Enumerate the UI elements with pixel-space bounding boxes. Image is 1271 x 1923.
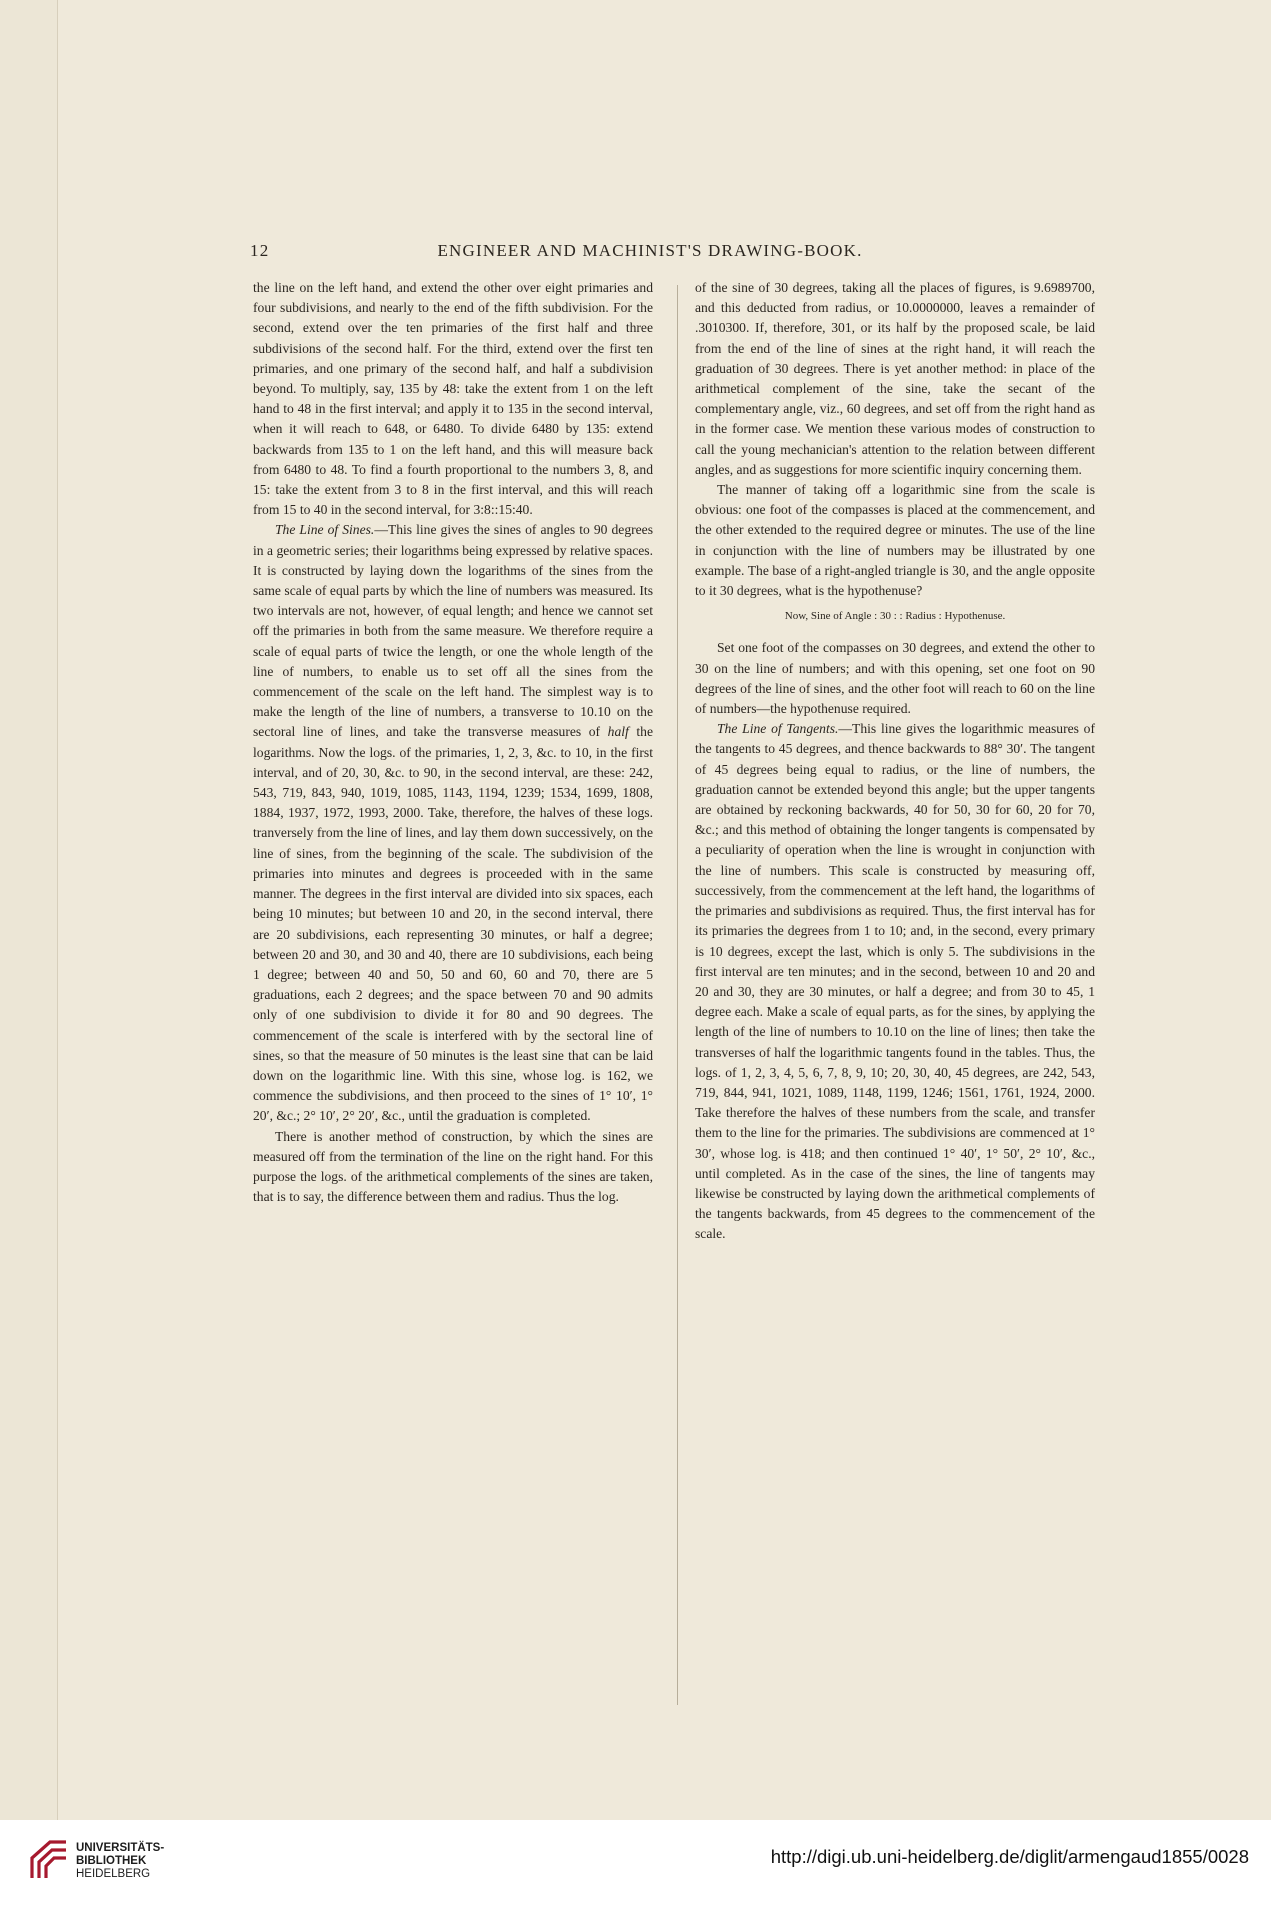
paragraph-text: —This line gives the logarithmic measures of the tangents to 45 degrees, and thence backwards to 88° 30′. The tangent of 45 degrees being equal to radius, or the line of numbers, the graduation cannot be extended beyond this angle; but the upper tangents are obtained by reckoning backwards, 40 for 50, 30 for 60, 20 for 70, &c.; and this method of obtaining the longer tangents is compensated by a peculiarity of operation when the line is wrought in conjunction with the line of numbers. This scale is constructed by measuring off, successively, from the commencement at the left hand, the logarithms of the primaries and subdivisions as required. Thus, the first interval has for its primaries the degrees from 1 to 10; and, in the second, every primary is 10 degrees, except the last, which is only 5. The subdivisions in the first interval are ten minutes; and in the second, between 10 and 20 and 20 and 30, they are 30 minutes, or half a degree; and from 30 to 45, 1 degree each. Make a scale of equal parts, as for the sines, by applying the length of the line of numbers to 10.10 on the line of lines; then take the transverses of half the logarithmic tangents found in the tables. Thus, the logs. of 1, 2, 3, 4, 5, 6, 7, 8, 9, 10; 20, 30, 40, 45 degrees, are 242, 543, 719, 844, 941, 1021, 1089, 1148, 1199, 1246; 1561, 1761, 1924, 2000. Take therefore the halves of these numbers from the scale, and transfer them to the line for the primaries. The subdivisions are commenced at 1° 30′, whose log. is 418; and then continued 1° 40′, 1° 50′, 2° 10′, &c., until completed. As in the case of the sines, the line of tangents may likewise be constructed by laying down the arithmetical complements of the tangents backwards, from 45 degrees to the commencement of the scale. xyxy=(695,721,1096,1242)
emphasis: half xyxy=(607,724,629,740)
column-divider xyxy=(677,285,678,1705)
running-title: ENGINEER AND MACHINIST'S DRAWING-BOOK. xyxy=(437,241,863,260)
paragraph: of the sine of 30 degrees, taking all the places of figures, is 9.6989700, and this deducted from radius, or 10.0000000, leaves a remainder of .3010300. If, therefore, 301, or its half by the proposed scale, be laid from the end of the line of sines at the right hand, it will reach the graduation of 30 degrees. There is yet another method: in place of the arithmetical complement of the sine, take the secant of the complementary angle, viz., 60 degrees, and set off from the right hand as in the former case. We mention these various modes of construction to call the young mechanician's attention to the relation between different angles, and as suggestions for more scientific inquiry concerning them. xyxy=(695,280,1095,477)
paragraph: There is another method of construction, by which the sines are measured off from the termination of the line on the right hand. For this purpose the logs. of the arithmetical complements of the sines are taken, that is to say, the difference between them and radius. Thus the log. xyxy=(253,1128,653,1205)
section-title: The Line of Tangents. xyxy=(717,721,839,737)
library-name xyxy=(76,1842,164,1881)
section-title: The Line of Sines. xyxy=(275,522,375,538)
page-number: 12 xyxy=(250,241,270,260)
left-column xyxy=(253,278,653,1207)
library-line: BIBLIOTHEK xyxy=(76,1855,147,1867)
paragraph: The manner of taking off a logarithmic sine from the scale is obvious: one foot of the compasses is placed at the commencement, and the other extended to the required degree or minutes. The use of the line in conjunction with the line of numbers may be illustrated by one example. The base of a right-angled triangle is 30, and the angle opposite to it 30 degrees, what is the hypothenuse? xyxy=(695,482,1095,599)
paragraph: Set one foot of the compasses on 30 degrees, and extend the other to 30 on the line of numbers; and with this opening, set one foot on 90 degrees of the line of sines, and the other foot will reach to 60 on the line of numbers—the hypothenuse required. xyxy=(695,640,1095,717)
library-line: UNIVERSITÄTS- xyxy=(76,1842,165,1854)
paragraph: the line on the left hand, and extend the other over eight primaries and four subdivisions, and nearly to the end of the fifth subdivision. For the second, extend over the ten primaries of the first half and three subdivisions of the second half. For the third, extend over the first ten primaries, and one primary of the second half, and half a subdivision beyond. To multiply, say, 135 by 48: take the extent from 1 on the left hand to 48 in the first interval; and apply it to 135 in the second interval, when it will reach to 648, or 6480. To divide 6480 by 135: extend backwards from 135 to 1 on the left hand, and this will measure back from 6480 to 48. To find a fourth proportional to the numbers 3, 8, and 15: take the extent from 3 to 8 in the first interval, and this will reach from 15 to 40 in the second interval, for 3:8::15:40. xyxy=(253,280,653,518)
paragraph-text: the logarithms. Now the logs. of the primaries, 1, 2, 3, &c. to 10, in the first interval, and of 20, 30, &c. to 90, in the second interval, are these: 242, 543, 719, 843, 940, 1019, 1085, 1143, 1194, 1239; 1534, 1699, 1808, 1884, 1937, 1972, 1993, 2000. Take, therefore, the halves of these logs. tranversely from the line of lines, and lay them down successively, on the line of sines, from the beginning of the scale. The subdivision of the primaries into minutes and degrees is proceeded with in the same manner. The degrees in the first interval are divided into six spaces, each being 10 minutes; but between 10 and 20, in the second interval, there are 20 subdivisions, each representing 30 minutes, or half a degree; between 20 and 30, and 30 and 40, there are 10 subdivisions, each being 1 degree; between 40 and 50, 50 and 60, 60 and 70, there are 5 graduations, each 2 degrees; and the space between 70 and 90 admits only of one subdivision to divide it for 80 and 90 degrees. The commencement of the scale is interfered with by the sectoral line of sines, so that the measure of 50 minutes is the least sine that can be laid down on the logarithmic line. With this sine, whose log. is 162, we commence the subdivisions, and then proceed to the sines of 1° 10′, 1° 20′, &c.; 2° 10′, 2° 20′, &c., until the graduation is completed. xyxy=(253,724,653,1124)
library-line: HEIDELBERG xyxy=(76,1868,151,1880)
paragraph xyxy=(695,719,1095,1244)
paragraph xyxy=(253,520,653,1126)
footer-bar xyxy=(0,1820,1271,1923)
source-url-link[interactable]: http://digi.ub.uni-heidelberg.de/diglit/armengaud1855/0028 xyxy=(770,1846,1249,1867)
right-column xyxy=(695,278,1095,1245)
page-header xyxy=(250,241,1050,265)
paragraph-text: —This line gives the sines of angles to 90 degrees in a geometric series; their logarithms being expressed by relative spaces. It is constructed by laying down the logarithms of the sines from the same scale of equal parts by which the line of numbers was measured. Its two intervals are not, however, of equal length; and hence we cannot set off the primaries in both from the same measure. We therefore require a scale of equal parts of twice the length, or one the whole length of the line of numbers, to enable us to set off all the sines from the commencement of the scale on the left hand. The simplest way is to make the length of the line of numbers, a transverse to 10.10 on the sectoral line of lines, and take the transverse measures of xyxy=(253,522,653,740)
formula: Now, Sine of Angle : 30 : : Radius : Hypothenuse. xyxy=(784,610,1006,623)
library-logo-icon xyxy=(30,1840,68,1880)
